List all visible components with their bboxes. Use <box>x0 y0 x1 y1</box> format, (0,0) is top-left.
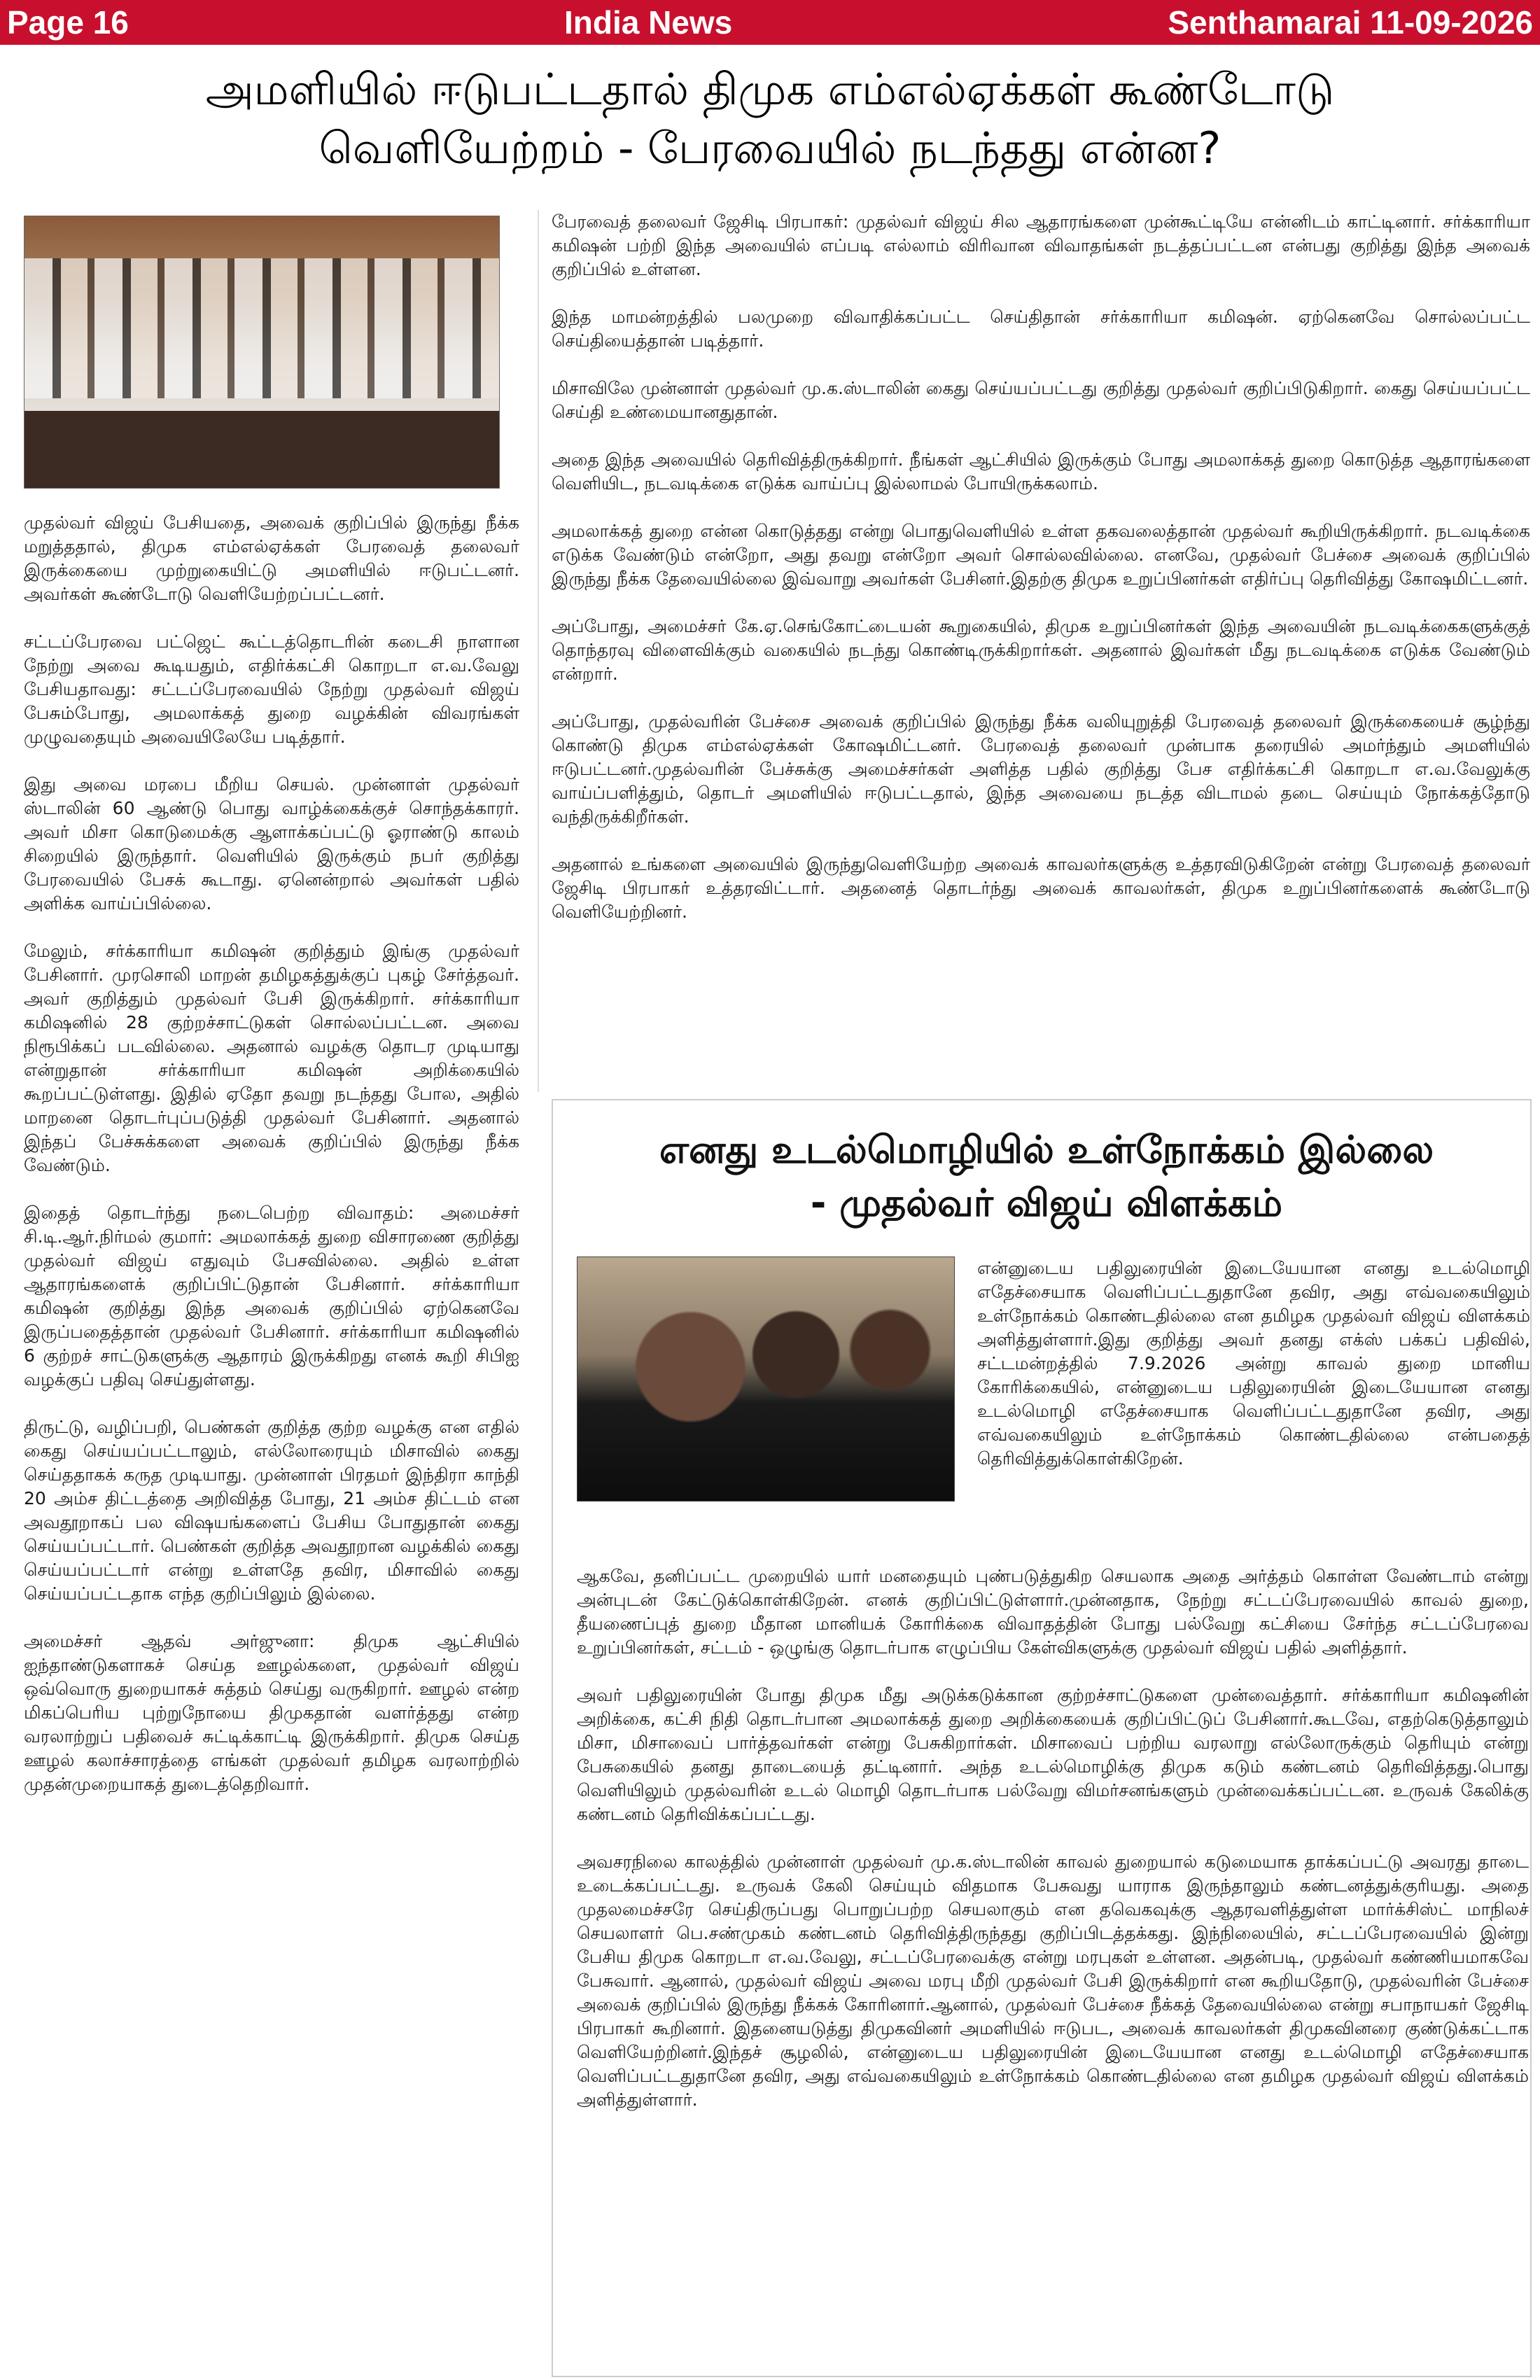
right-paragraph: அதனால் உங்களை அவையில் இருந்துவெளியேற்ற அவைக் காவலர்களுக்கு உத்தரவிடுகிறேன் என்று பேரவைத் தலைவர் ஜேசிடி பிரபாகர் உத்தரவிட்டார். அதனைத் தொடர்ந்து அவைக் காவலர்கள், திமுக உறுப்பினர்களைக் கூண்டோடு வெளியேற்றினர். <box>552 854 1530 922</box>
top-header-bar <box>0 0 1540 45</box>
left-paragraph: சட்டப்பேரவை பட்ஜெட் கூட்டத்தொடரின் கடைசி நாளான நேற்று அவை கூடியதும், எதிர்க்கட்சி கொறடா எ.வ.வேலு பேசியதாவது: சட்டப்பேரவையில் நேற்று முதல்வர் விஜய் பேசும்போது, அமலாக்கத் துறை வழக்கின் விவரங்கள் முழுவதையும் அவையிலேயே படித்தார். <box>24 631 519 747</box>
sub-story-body <box>577 1564 1529 2370</box>
left-paragraph: இதைத் தொடர்ந்து நடைபெற்ற விவாதம்: அமைச்சர் சி.டி.ஆர்.நிர்மல் குமார்: அமலாக்கத் துறை விசாரணை குறித்து முதல்வர் விஜய் எதுவும் பேசவில்லை. அதில் உள்ள ஆதாரங்களைக் குறிப்பிட்டுதான் பேசினார். சர்க்காரியா கமிஷன் குறித்து இந்த அவைக் குறிப்பில் ஏற்கெனவே இருப்பதைத்தான் முதல்வர் பேசினார். சர்க்காரியா கமிஷனில் 6 குற்றச் சாட்டுகளுக்கு ஆதாரம் இருக்கிறது எனக் கூறி சிபிஐ வழக்குப் பதிவு செய்துள்ளது. <box>24 1203 519 1390</box>
right-paragraph: பேரவைத் தலைவர் ஜேசிடி பிரபாகர்: முதல்வர் விஜய் சில ஆதாரங்களை முன்கூட்டியே என்னிடம் காட்டினார். சர்க்காரியா கமிஷன் பற்றி இந்த அவையில் எப்படி எல்லாம் விரிவான விவாதங்கள் நடத்தப்பட்டன என்பது குறித்து இந்த அவைக் குறிப்பில் உள்ளன. <box>552 211 1530 279</box>
left-column-text <box>24 511 519 2366</box>
assembly-photo <box>24 216 500 489</box>
left-paragraph: அமைச்சர் ஆதவ் அர்ஜுனா: திமுக ஆட்சியில் ஐந்தாண்டுகளாகச் செய்த ஊழல்களை, முதல்வர் விஜய் ஒவ்வொரு துறையாகச் சுத்தம் செய்து வருகிறார். ஊழல் என்ற மிகப்பெரிய புற்றுநோயை திமுகதான் வளர்த்தது என்ற வரலாற்றுப் பதிவைச் சுட்டிக்காட்டி இருக்கிறார். திமுக செய்த ஊழல் கலாச்சாரத்தை எங்கள் முதல்வர் தமிழக வரலாற்றில் முதன்முறையாகத் துடைத்தெறிவார். <box>24 1631 519 1794</box>
page-number: Page 16 <box>7 4 129 41</box>
sub-story-side-text <box>977 1256 1530 1516</box>
headline-line-1: அமளியில் ஈடுபட்டதால் திமுக எம்எல்ஏக்கள் கூண்டோடு <box>205 64 1335 115</box>
sub-headline-line-2: - முதல்வர் விஜய் விளக்கம் <box>810 1181 1283 1225</box>
right-paragraph: அதை இந்த அவையில் தெரிவித்திருக்கிறார். நீங்கள் ஆட்சியில் இருக்கும் போது அமலாக்கத் துறை கொடுத்த ஆதாரங்களை வெளியிட, நடவடிக்கை எடுக்க வாய்ப்பு இல்லாமல் போயிருக்கலாம். <box>552 449 1530 493</box>
main-headline <box>0 60 1540 179</box>
sub-story-paragraph: ஆகவே, தனிப்பட்ட முறையில் யார் மனதையும் புண்படுத்துகிற செயலாக அதை அர்த்தம் கொள்ள வேண்டாம் என்று அன்புடன் கேட்டுக்கொள்கிறேன். எனக் குறிப்பிட்டுள்ளார்.முன்னதாக, நேற்று சட்டப்பேரவையில் காவல் துறை, தீயணைப்புத் துறை மீதான மானியக் கோரிக்கை விவாதத்தின் போது பல்வேறு கட்சியை சேர்ந்த சட்டப்பேரவை உறுப்பினர்கள், சட்டம் - ஒழுங்கு தொடர்பாக எழுப்பிய கேள்விகளுக்கு முதல்வர் விஜய் பதில் அளித்தார். <box>577 1566 1529 1658</box>
headline-line-2: வெளியேற்றம் - பேரவையில் நடந்தது என்ன? <box>318 122 1222 174</box>
right-paragraph: இந்த மாமன்றத்தில் பலமுறை விவாதிக்கப்பட்ட செய்திதான் சர்க்காரியா கமிஷன். ஏற்கெனவே சொல்லப்பட்ட செய்தியைத்தான் படித்தார். <box>552 307 1530 351</box>
right-paragraph: அப்போது, அமைச்சர் கே.ஏ.செங்கோட்டையன் கூறுகையில், திமுக உறுப்பினர்கள் இந்த அவையின் நடவடிக்கைகளுக்குத் தொந்தரவு விளைவிக்கும் வகையில் நடந்து கொண்டிருக்கிறார்கள். அதனால் இவர்கள் மீது நடவடிக்கை எடுக்க வேண்டும் என்றார். <box>552 616 1530 684</box>
sub-headline-line-1: எனது உடல்மொழியில் உள்நோக்கம் இல்லை <box>659 1128 1434 1172</box>
right-column-text <box>552 210 1530 1092</box>
sub-story-headline <box>560 1124 1533 1230</box>
section-name: India News <box>564 4 733 41</box>
left-paragraph: இது அவை மரபை மீறிய செயல். முன்னாள் முதல்வர் ஸ்டாலின் 60 ஆண்டு பொது வாழ்க்கைக்குச் சொந்தக்காரர். அவர் மிசா கொடுமைக்கு ஆளாக்கப்பட்டு ஓராண்டு காலம் சிறையில் இருந்தார். வெளியில் இருக்கும் நபர் குறித்து பேரவையில் பேசக் கூடாது. ஏனென்றால் அவர்கள் பதில் அளிக்க வாய்ப்பில்லை. <box>24 774 519 913</box>
left-paragraph: மேலும், சர்க்காரியா கமிஷன் குறித்தும் இங்கு முதல்வர் பேசினார். முரசொலி மாறன் தமிழகத்துக்குப் புகழ் சேர்த்தவர். அவர் குறித்தும் முதல்வர் பேசி இருக்கிறார். சர்க்காரியா கமிஷனில் 28 குற்றச்சாட்டுகள் சொல்லப்பட்டன. அவை நிரூபிக்கப் படவில்லை. அதனால் வழக்கு தொடர முடியாது என்றுதான் சர்க்காரியா கமிஷன் அறிக்கையில் கூறப்பட்டுள்ளது. இதில் ஏதோ தவறு நடந்தது போல, அதில் மாறனை தொடர்புப்படுத்தி முதல்வர் பேசினார். அதனால் இந்தப் பேச்சுக்களை அவைக் குறிப்பில் இருந்து நீக்க வேண்டும். <box>24 941 519 1175</box>
edition-date: Senthamarai 11-09-2026 <box>1168 4 1533 41</box>
chief-minister-photo <box>577 1256 955 1502</box>
right-paragraph: அப்போது, முதல்வரின் பேச்சை அவைக் குறிப்பில் இருந்து நீக்க வலியுறுத்தி பேரவைத் தலைவர் இருக்கையைச் சூழ்ந்து கொண்டு திமுக எம்எல்ஏக்கள் கோஷமிட்டனர். பேரவைத் தலைவர் முன்பாக தரையில் அமர்ந்தும் அமளியில் ஈடுபட்டனர்.முதல்வரின் பேச்சுக்கு அமைச்சர்கள் அளித்த பதில் குறித்து பேச எதிர்க்கட்சி கொறடா எ.வ.வேலுக்கு வாய்ப்பளித்தும், தொடர் அமளியில் ஈடுபட்டதால், இந்த அவையை நடத்த விடாமல் தடை செய்யும் நோக்கத்தோடு வந்திருக்கிறீர்கள். <box>552 711 1530 827</box>
left-paragraph: முதல்வர் விஜய் பேசியதை, அவைக் குறிப்பில் இருந்து நீக்க மறுத்ததால், திமுக எம்எல்ஏக்கள் பேரவைத் தலைவர் இருக்கையை முற்றுகையிட்டு அமளியில் ஈடுபட்டனர். அவர்கள் கூண்டோடு வெளியேற்றப்பட்டனர். <box>24 512 519 604</box>
sub-story-intro: என்னுடைய பதிலுரையின் இடையேயான எனது உடல்மொழி எதேச்சையாக வெளிப்பட்டதுதானே தவிர, அது எவ்வகையிலும் உள்நோக்கம் கொண்டதில்லை என தமிழக முதல்வர் விஜய் விளக்கம் அளித்துள்ளார்.இது குறித்து அவர் தனது எக்ஸ் பக்கப் பதிவில், சட்டமன்றத்தில் 7.9.2026 அன்று காவல் துறை மானிய கோரிக்கையில், என்னுடைய பதிலுரையின் இடையேயான எனது உடல்மொழி எதேச்சையாக வெளிப்பட்டதுதானே தவிர, அது எவ்வகையிலும் உள்நோக்கம் கொண்டதில்லை என்பதைத் தெரிவித்துக்கொள்கிறேன். <box>977 1258 1530 1469</box>
right-paragraph: மிசாவிலே முன்னாள் முதல்வர் மு.க.ஸ்டாலின் கைது செய்யப்பட்டது குறித்து முதல்வர் குறிப்பிடுகிறார். கைது செய்யப்பட்ட செய்தி உண்மையானதுதான். <box>552 378 1530 422</box>
left-paragraph: திருட்டு, வழிப்பறி, பெண்கள் குறித்த குற்ற வழக்கு என எதில் கைது செய்யப்பட்டாலும், எல்லோரையும் மிசாவில் கைது செய்ததாகக் கருத முடியாது. முன்னாள் பிரதமர் இந்திரா காந்தி 20 அம்ச திட்டத்தை அறிவித்த போது, 21 அம்ச திட்டம் என அவதூறாகப் பல விஷயங்களைப் பேசிய போதுதான் கைது செய்யப்பட்டார். பெண்கள் குறித்த அவதூறான வழக்கில் கைது செய்யப்பட்டார் என்று உள்ளதே தவிர, மிசாவில் கைது செய்யப்பட்டதாக எந்த குறிப்பிலும் இல்லை. <box>24 1417 519 1604</box>
column-divider <box>538 210 539 1092</box>
right-paragraph: அமலாக்கத் துறை என்ன கொடுத்தது என்று பொதுவெளியில் உள்ள தகவலைத்தான் முதல்வர் கூறியிருக்கிறார். நடவடிக்கை எடுக்க வேண்டும் என்றோ, அது தவறு என்றோ அவர் சொல்லவில்லை. எனவே, முதல்வர் பேச்சை அவைக் குறிப்பில் இருந்து நீக்க தேவையில்லை இவ்வாறு அவர்கள் பேசினர்.இதற்கு திமுக உறுப்பினர்கள் எதிர்ப்பு தெரிவித்து கோஷமிட்டனர். <box>552 521 1530 589</box>
sub-story-paragraph: அவசரநிலை காலத்தில் முன்னாள் முதல்வர் மு.க.ஸ்டாலின் காவல் துறையால் கடுமையாக தாக்கப்பட்டு அவரது தாடை உடைக்கப்பட்டது. உருவக் கேலி செய்யும் விதமாக பேசுவது யாராக இருந்தாலும் கண்டனத்துக்குரியது. அதை முதலமைச்சரே செய்திருப்பது பொறுப்பற்ற செயலாகும் என தவெகவுக்கு ஆதரவளித்துள்ள மார்க்சிஸ்ட் மாநிலச் செயலாளர் பெ.சண்முகம் கண்டனம் தெரிவித்திருந்தது குறிப்பிடத்தக்கது. இந்நிலையில், சட்டப்பேரவையில் இன்று பேசிய திமுக கொறடா எ.வ.வேலு, சட்டப்பேரவைக்கு என்று மரபுகள் உள்ளன. அதன்படி, முதல்வர் கண்ணியமாகவே பேசுவார். ஆனால், முதல்வர் விஜய் அவை மரபு மீறி முதல்வர் பேசி இருக்கிறார் என கூறியதோடு, முதல்வரின் பேச்சை அவைக் குறிப்பில் இருந்து நீக்கக் கோரினார்.ஆனால், முதல்வர் பேச்சை நீக்கத் தேவையில்லை என்று சபாநாயகர் ஜேசிடி பிரபாகர் கூறினார். இதனையடுத்து திமுகவினர் அமளியில் ஈடுபட, அவைக் காவலர்கள் திமுகவினரை குண்டுக்கட்டாக வெளியேற்றினர்.இந்தச் சூழலில், என்னுடைய பதிலுரையின் இடையேயான எனது உடல்மொழி எதேச்சையாக வெளிப்பட்டதுதானே தவிர, அது எவ்வகையிலும் உள்நோக்கம் கொண்டதில்லை என தமிழக முதல்வர் விஜய் விளக்கம் அளித்துள்ளார். <box>577 1851 1529 2110</box>
sub-story-paragraph: அவர் பதிலுரையின் போது திமுக மீது அடுக்கடுக்கான குற்றச்சாட்டுகளை முன்வைத்தார். சர்க்காரியா கமிஷனின் அறிக்கை, கட்சி நிதி தொடர்பான அமலாக்கத் துறை அறிக்கையைக் குறிப்பிட்டுப் பேசினார்.கூடவே, எதற்கெடுத்தாலும் மிசா, மிசாவைப் பார்த்தவர்கள் என்று பேசுகிறார்கள். மிசாவைப் பற்றிய வரலாறு எல்லோருக்கும் தெரியும் என்று பேசுகையில் தனது தாடையைத் தட்டினார். அந்த உடல்மொழிக்கு திமுக கடும் கண்டனம் தெரிவித்தது.பொது வெளியிலும் முதல்வரின் உடல் மொழி தொடர்பாக பல்வேறு விமர்சனங்களும் முன்வைக்கப்பட்டன. உருவக் கேலிக்கு கண்டனம் தெரிவிக்கப்பட்டது. <box>577 1685 1529 1824</box>
